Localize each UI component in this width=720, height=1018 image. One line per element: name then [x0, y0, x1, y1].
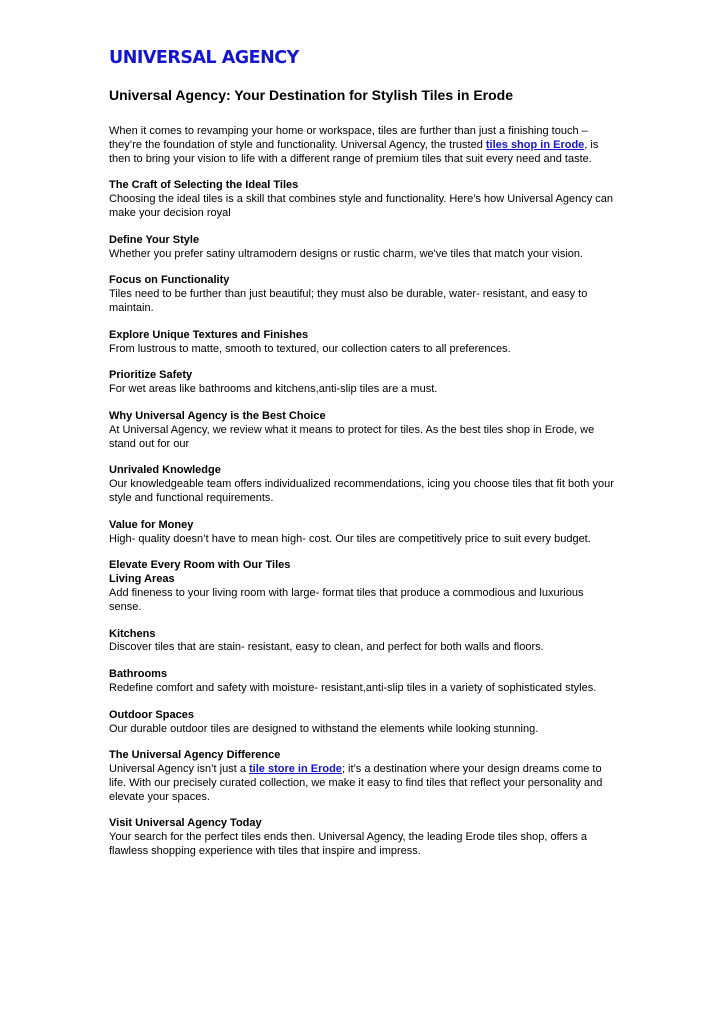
section-title: Value for Money	[109, 518, 194, 531]
section-title: Define Your Style	[109, 233, 200, 246]
tiles-shop-link[interactable]: tiles shop in Erode	[485, 138, 585, 151]
section-body: Tiles need to be further than just beautiful; they must also be durable, water- resistant, and easy to maintain.	[109, 288, 588, 314]
section-outdoor	[109, 709, 615, 737]
section-subtitle: Living Areas	[109, 573, 175, 586]
section-title: Visit Universal Agency Today	[109, 817, 262, 830]
intro-text-before: When it comes to revamping your home or workspace, tiles are further than just a finishing touch – they’re the foundation of style and functionality. Universal Agency, the trusted	[109, 125, 588, 151]
section-title: Explore Unique Textures and Finishes	[109, 328, 309, 341]
section-functionality	[109, 274, 615, 315]
intro-text-after: , is then to bring your vision to life with a different range of premium tiles that suit every need and taste.	[109, 138, 599, 165]
section-textures	[109, 329, 615, 357]
page-headline: Universal Agency: Your Destination for Stylish Tiles in Erode	[109, 87, 514, 103]
section-safety	[109, 369, 615, 397]
section-body: At Universal Agency, we review what it means to protect for tiles. As the best tiles shop in Erode, we stand out for our	[109, 423, 595, 450]
section-body: Add fineness to your living room with large- format tiles that produce a commodious and luxurious sense.	[109, 586, 584, 613]
difference-text-before: Universal Agency isn’t just a	[109, 763, 250, 776]
section-title: Outdoor Spaces	[109, 708, 194, 721]
section-value	[109, 519, 615, 547]
section-best-choice	[109, 410, 615, 451]
section-body: Our knowledgeable team offers individualized recommendations, icing you choose tiles that fit both your style and functional requirements.	[109, 478, 614, 504]
brand-title: UNIVERSAL AGENCY	[109, 48, 299, 68]
section-body: High- quality doesn’t have to mean high- cost. Our tiles are competitively price to suit every budget.	[109, 532, 591, 545]
section-title: Prioritize Safety	[109, 369, 193, 382]
section-title: Kitchens	[109, 627, 156, 640]
section-difference	[109, 749, 615, 804]
section-define-style	[109, 234, 615, 262]
section-title: Bathrooms	[109, 668, 168, 681]
section-elevate-rooms	[109, 559, 615, 614]
section-visit	[109, 817, 615, 858]
section-bathrooms	[109, 668, 615, 696]
section-title: Unrivaled Knowledge	[109, 464, 221, 477]
document-page	[109, 44, 615, 859]
difference-text-after: ; it’s a destination where your design dreams come to life. With our precisely curated collection, we make it easy to find tiles that reflect your personality and elevate your spaces.	[109, 763, 603, 803]
section-knowledge	[109, 464, 615, 505]
section-title: The Universal Agency Difference	[109, 749, 281, 762]
section-body: Redefine comfort and safety with moisture- resistant,anti-slip tiles in a variety of sophisticated styles.	[109, 681, 597, 694]
intro-paragraph	[109, 125, 615, 166]
section-title: The Craft of Selecting the Ideal Tiles	[109, 179, 299, 192]
section-title: Elevate Every Room with Our Tiles	[109, 559, 291, 572]
section-kitchens	[109, 628, 615, 656]
section-title: Focus on Functionality	[109, 274, 230, 287]
section-craft	[109, 179, 615, 220]
section-body: For wet areas like bathrooms and kitchens,anti-slip tiles are a must.	[109, 383, 438, 396]
section-body: Our durable outdoor tiles are designed to withstand the elements while looking stunning.	[109, 722, 539, 735]
section-body: Discover tiles that are stain- resistant, easy to clean, and perfect for both walls and floors.	[109, 641, 544, 654]
section-body: Whether you prefer satiny ultramodern designs or rustic charm, we've tiles that match your vision.	[109, 247, 584, 260]
section-body: Your search for the perfect tiles ends then. Universal Agency, the leading Erode tiles shop, offers a flawless shopping experience with tiles that inspire and impress.	[109, 831, 587, 858]
section-body	[109, 763, 615, 804]
section-title: Why Universal Agency is the Best Choice	[109, 409, 326, 422]
section-body: From lustrous to matte, smooth to textured, our collection caters to all preferences.	[109, 342, 511, 355]
tile-store-link[interactable]: tile store in Erode	[249, 763, 342, 776]
section-body: Choosing the ideal tiles is a skill that combines style and functionality. Here’s how Universal Agency can make your decision royal	[109, 193, 614, 219]
